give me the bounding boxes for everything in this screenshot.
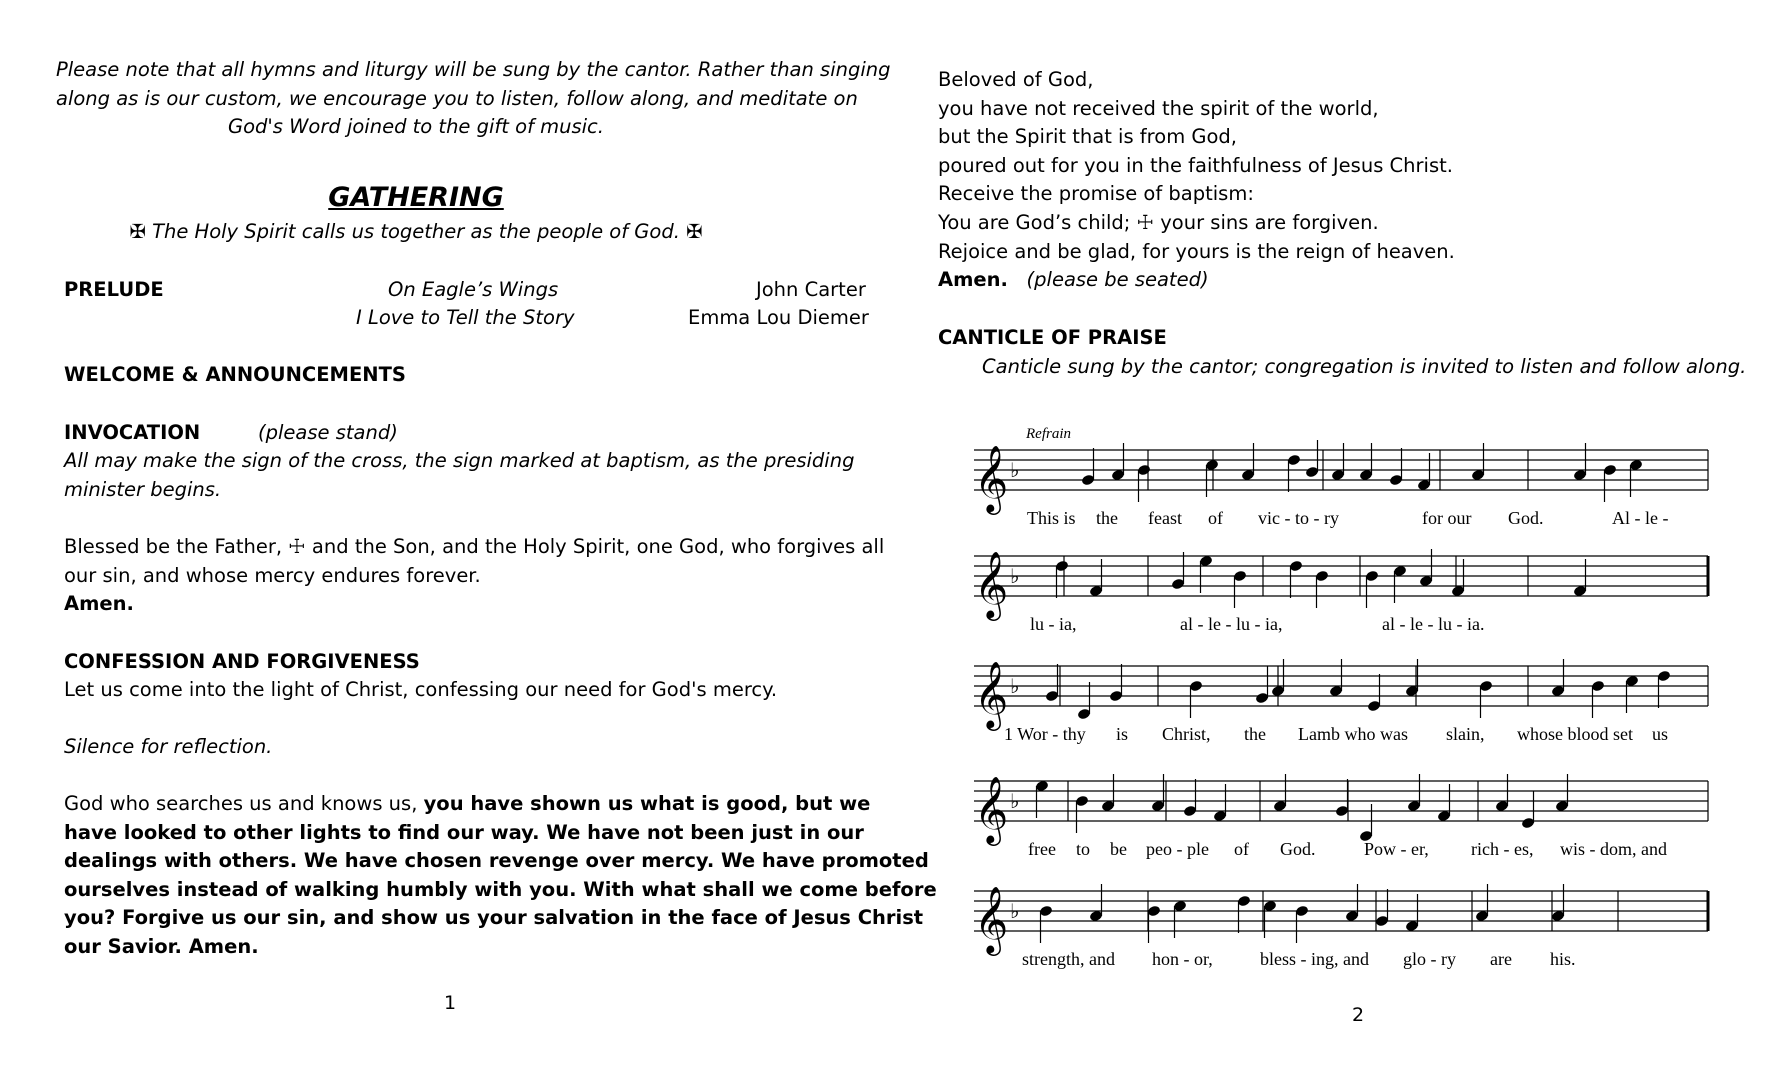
- canticle-heading: CANTICLE OF PRAISE: [938, 326, 1167, 349]
- invocation-instruction: (please stand): [258, 421, 398, 444]
- prayer-line: ourselves instead of walking humbly with you. With what shall we come before: [64, 877, 937, 901]
- music-system-3: [968, 646, 1708, 746]
- treble-clef-icon: 𝄞: [974, 660, 1009, 728]
- staff: [968, 430, 1708, 510]
- silence-rubric: Silence for reflection.: [64, 735, 273, 758]
- staff: [968, 761, 1708, 841]
- lyric: of: [1208, 508, 1223, 528]
- lyric: God.: [1280, 839, 1316, 859]
- cantor-note-line: along as is our custom, we encourage you to listen, follow along, and meditate on: [56, 86, 858, 110]
- lyric: are: [1490, 949, 1512, 969]
- lyrics-line: [968, 614, 1708, 640]
- absolution-line: but the Spirit that is from God,: [938, 125, 1238, 149]
- lyric: vic - to - ry: [1258, 508, 1339, 528]
- lyric: feast: [1148, 508, 1182, 528]
- lyric: wis - dom, and: [1560, 839, 1667, 859]
- lyrics-line: [968, 949, 1708, 975]
- cantor-note-line: God's Word joined to the gift of music.: [228, 115, 604, 139]
- prelude-heading: PRELUDE: [64, 278, 164, 301]
- music-system-4: [968, 761, 1708, 861]
- lyric: us: [1652, 724, 1669, 744]
- gathering-subtitle: ✠ The Holy Spirit calls us together as the people of God. ✠: [129, 220, 703, 243]
- confession-heading: CONFESSION AND FORGIVENESS: [64, 650, 420, 673]
- lyric: Al - le -: [1612, 508, 1669, 528]
- invocation-amen: Amen.: [64, 592, 134, 616]
- absolution-line: you have not received the spirit of the world,: [938, 96, 1379, 120]
- music-system-5: [968, 871, 1708, 971]
- invocation-line: our sin, and whose mercy endures forever.: [64, 563, 481, 587]
- absolution-line: You are God’s child; ☩ your sins are forgiven.: [938, 210, 1379, 234]
- prelude-piece-title: I Love to Tell the Story: [356, 306, 575, 329]
- music-system-1: [968, 430, 1708, 530]
- invocation-text: [64, 533, 884, 619]
- treble-clef-icon: 𝄞: [974, 775, 1009, 843]
- absolution-text: [938, 66, 1455, 295]
- flat-icon: ♭: [1010, 564, 1020, 588]
- staff: [968, 536, 1708, 616]
- cantor-note-line: Please note that all hymns and liturgy will be sung by the cantor. Rather than singing: [56, 58, 891, 81]
- absolution-line: Receive the promise of baptism:: [938, 182, 1254, 206]
- prelude-composer: John Carter: [756, 278, 866, 301]
- lyric: rich - es,: [1471, 839, 1534, 859]
- flat-icon: ♭: [1010, 899, 1020, 923]
- lyric: whose blood set: [1517, 724, 1633, 744]
- lyric: God.: [1508, 508, 1544, 528]
- absolution-amen: Amen.: [938, 268, 1008, 292]
- lyrics-line: [968, 724, 1708, 750]
- lyric: the: [1244, 724, 1266, 744]
- lyric: peo - ple: [1146, 839, 1209, 859]
- prayer-bold: you have shown us what is good, but we: [423, 792, 871, 815]
- invocation-rubric: [64, 447, 854, 504]
- prayer-intro: God who searches us and knows us,: [64, 792, 418, 815]
- gathering-title: GATHERING: [328, 182, 504, 213]
- lyric: al - le - lu - ia,: [1180, 614, 1283, 634]
- lyric: to: [1076, 839, 1091, 859]
- flat-icon: ♭: [1010, 458, 1020, 482]
- lyric: strength, and: [1022, 949, 1115, 969]
- lyric: of: [1234, 839, 1249, 859]
- lyric: hon - or,: [1152, 949, 1213, 969]
- lyric: al - le - lu - ia.: [1382, 614, 1485, 634]
- lyrics-line: [968, 839, 1708, 865]
- treble-clef-icon: 𝄞: [974, 885, 1009, 953]
- refrain-label: Refrain: [1026, 426, 1071, 442]
- absolution-line: Rejoice and be glad, for yours is the reign of heaven.: [938, 239, 1455, 263]
- prayer-line: have looked to other lights to find our way. We have not been just in our: [64, 820, 864, 844]
- amen-instruction: (please be seated): [1026, 268, 1209, 292]
- treble-clef-icon: 𝄞: [974, 444, 1009, 512]
- flat-icon: ♭: [1010, 674, 1020, 698]
- lyric: be: [1110, 839, 1127, 859]
- lyric: for our: [1422, 508, 1472, 528]
- lyric: Lamb who was: [1298, 724, 1408, 744]
- lyric: Christ,: [1162, 724, 1211, 744]
- lyric: glo - ry: [1403, 949, 1456, 969]
- prayer-line: our Savior. Amen.: [64, 934, 259, 958]
- absolution-line: Beloved of God,: [938, 68, 1094, 91]
- lyrics-line: [968, 508, 1708, 534]
- page-number: 2: [1352, 1004, 1365, 1026]
- flat-icon: ♭: [1010, 789, 1020, 813]
- prelude-piece-title: On Eagle’s Wings: [388, 278, 559, 301]
- confession-prayer: [64, 790, 937, 962]
- lyric: slain,: [1446, 724, 1485, 744]
- confession-text: Let us come into the light of Christ, confessing our need for God's mercy.: [64, 678, 778, 701]
- lyric: the: [1096, 508, 1118, 528]
- lyric: 1 Wor - thy: [1004, 724, 1086, 744]
- rubric-line: All may make the sign of the cross, the sign marked at baptism, as the presiding: [64, 449, 855, 472]
- staff: [968, 646, 1708, 726]
- music-system-2: [968, 536, 1708, 636]
- rubric-line: minister begins.: [64, 477, 222, 501]
- lyric: his.: [1550, 949, 1576, 969]
- lyric: bless - ing, and: [1260, 949, 1369, 969]
- welcome-heading: WELCOME & ANNOUNCEMENTS: [64, 363, 406, 386]
- page-number: 1: [444, 992, 457, 1014]
- prelude-composer: Emma Lou Diemer: [688, 306, 869, 329]
- lyric: lu - ia,: [1030, 614, 1077, 634]
- treble-clef-icon: 𝄞: [974, 550, 1009, 618]
- prayer-line: you? Forgive us our sin, and show us your salvation in the face of Jesus Christ: [64, 906, 924, 930]
- lyric: is: [1116, 724, 1129, 744]
- absolution-line: poured out for you in the faithfulness of Jesus Christ.: [938, 153, 1453, 177]
- invocation-heading: INVOCATION: [64, 421, 201, 444]
- canticle-instruction: Canticle sung by the cantor; congregation is invited to listen and follow along.: [982, 355, 1747, 378]
- invocation-line: Blessed be the Father, ☩ and the Son, and the Holy Spirit, one God, who forgives all: [64, 535, 885, 558]
- lyric: free: [1028, 839, 1056, 859]
- prayer-line: dealings with others. We have chosen revenge over mercy. We have promoted: [64, 849, 929, 873]
- lyric: This is: [1027, 508, 1076, 528]
- lyric: Pow - er,: [1364, 839, 1429, 859]
- cantor-note: [56, 56, 891, 142]
- staff: [968, 871, 1708, 951]
